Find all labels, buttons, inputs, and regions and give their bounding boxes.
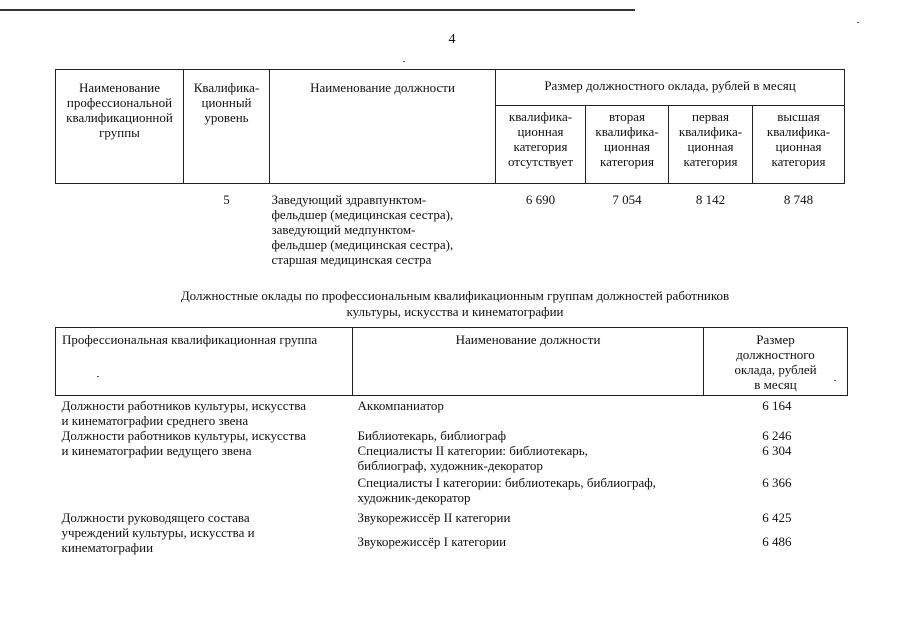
position-cell: Звукорежиссёр I категории	[357, 533, 507, 549]
salary-cell: 6 246	[762, 428, 792, 443]
scan-speck	[97, 376, 99, 377]
position-cell: Специалисты I категории: библиотекарь, библиограф, художник-декоратор	[357, 475, 656, 505]
salary-cell: 6 164	[762, 398, 792, 413]
level-cell: 5	[223, 192, 230, 207]
group-cell: Должности работников культуры, искусства и кинематографии ведущего звена	[61, 428, 306, 458]
top-rule	[0, 9, 635, 11]
header-group: Профессиональная квалификационная группа	[56, 328, 353, 396]
table-row	[56, 184, 845, 268]
header-category-first: первая квалифика- ционная категория	[669, 106, 753, 184]
salary-cell: 8 748	[783, 192, 814, 207]
scan-speck	[857, 22, 859, 23]
scan-speck	[834, 380, 836, 381]
salary-cell: 8 142	[695, 192, 726, 207]
header-position: Наименование должности	[270, 70, 496, 184]
position-cell: Заведующий здравпунктом- фельдшер (медицинская сестра), заведующий медпунктом- фельдшер (медицинская сестра), старшая медицинская сестра	[271, 192, 454, 267]
group-cell: Должности работников культуры, искусства и кинематографии среднего звена	[61, 398, 306, 428]
header-position: Наименование должности	[353, 328, 704, 396]
salary-cell: 6 486	[762, 533, 792, 549]
salary-cell: 6 690	[525, 192, 556, 207]
table-row	[56, 396, 848, 429]
table-row	[56, 428, 848, 443]
scan-speck	[403, 61, 405, 62]
position-cell: Аккомпаниатор	[357, 398, 444, 413]
culture-salary-table	[55, 327, 848, 555]
section-title: Должностные оклады по профессиональным квалификационным группам должностей работников культуры, искусства и кинематографии	[180, 288, 730, 319]
header-category-second: вторая квалифика- ционная категория	[586, 106, 669, 184]
salary-cell: 7 054	[612, 192, 642, 207]
salary-cell: 6 366	[762, 475, 792, 490]
header-salary: Размер должностного оклада, рублей в месяц	[704, 328, 848, 396]
header-category-highest: высшая квалифика- ционная категория	[753, 106, 845, 184]
header-category-none: квалифика- ционная категория отсутствует	[496, 106, 586, 184]
salary-cell: 6 425	[762, 510, 792, 525]
position-cell: Библиотекарь, библиограф	[357, 428, 507, 443]
position-cell: Специалисты II категории: библиотекарь, библиограф, художник-декоратор	[357, 443, 588, 473]
position-cell: Звукорежиссёр II категории	[357, 510, 511, 525]
table-row	[56, 508, 848, 532]
page-number: 4	[448, 32, 456, 47]
header-group: Наименование профессиональной квалификационной группы	[56, 70, 184, 184]
group-cell: Должности руководящего состава учреждений культуры, искусства и кинематографии	[61, 510, 255, 555]
header-salary: Размер должностного оклада, рублей в месяц	[496, 70, 845, 106]
salary-cell: 6 304	[762, 443, 792, 458]
nursing-salary-table	[55, 69, 845, 267]
header-level: Квалифика- ционный уровень	[184, 70, 270, 184]
